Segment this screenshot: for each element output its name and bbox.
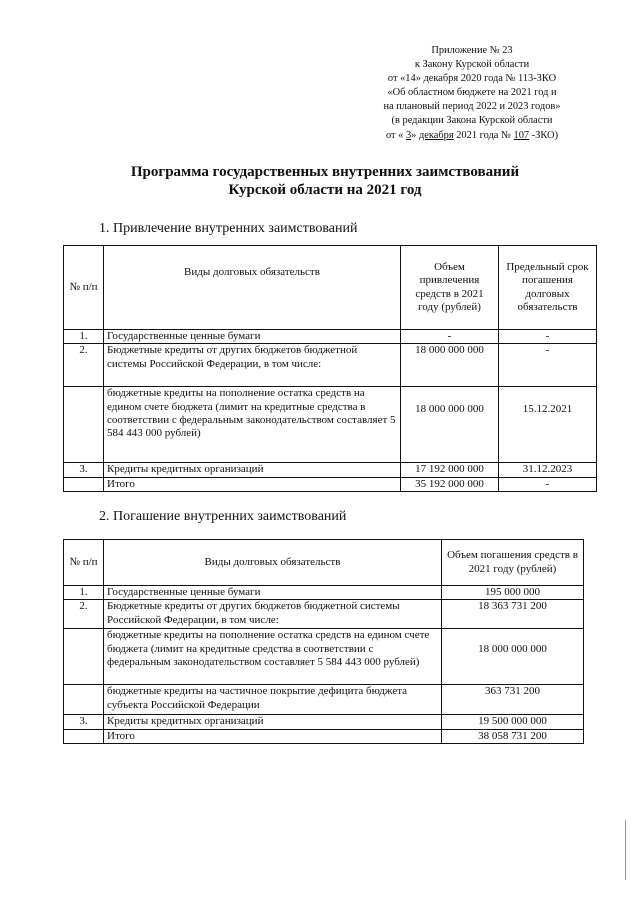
table-row: 1. Государственные ценные бумаги 195 000 000 xyxy=(64,586,584,600)
appendix-line: на плановый период 2022 и 2023 годов» xyxy=(383,101,561,113)
table-row: 2. Бюджетные кредиты от других бюджетов бюджетной системы Российской Федерации, в том числе: 18 000 000 000 - xyxy=(64,344,597,387)
amendment-number: 107 xyxy=(513,129,530,141)
table-row: 2. Бюджетные кредиты от других бюджетов бюджетной системы Российской Федерации, в том числе: 18 363 731 200 xyxy=(64,600,584,629)
appendix-block xyxy=(352,44,592,143)
appendix-line: (в редакции Закона Курской области xyxy=(391,115,553,127)
borrowing-table xyxy=(63,245,597,492)
header-deadline: Предельный срок погашения долговых обязательств xyxy=(499,246,597,330)
scan-edge-mark xyxy=(625,820,626,880)
header-type: Виды долговых обязательств xyxy=(104,540,442,586)
table-row: 1. Государственные ценные бумаги - - xyxy=(64,330,597,344)
table-header-row xyxy=(64,540,584,586)
table-header-row xyxy=(64,246,597,330)
table-row: бюджетные кредиты на пополнение остатка средств на едином счете бюджета (лимит на кредитные средства в соответствии с федеральным законодательством составляет 5 584 443 000 рублей) 18 000 000 000 15.12.2021 xyxy=(64,387,597,463)
repayment-table xyxy=(63,539,584,744)
header-num: № п/п xyxy=(64,540,104,586)
document-title: Программа государственных внутренних заимствований Курской области на 2021 год xyxy=(130,164,520,198)
table-row: 3. Кредиты кредитных организаций 17 192 000 000 31.12.2023 xyxy=(64,463,597,477)
section2-heading: 2. Погашение внутренних заимствований xyxy=(99,509,347,524)
header-volume: Объем погашения средств в 2021 году (рублей) xyxy=(442,540,584,586)
header-type: Виды долговых обязательств xyxy=(104,246,401,330)
appendix-line: Приложение № 23 xyxy=(431,45,513,56)
appendix-line: от «14» декабря 2020 года № 113-ЗКО xyxy=(387,73,557,85)
table-row: бюджетные кредиты на частичное покрытие дефицита бюджета субъекта Российской Федерации 363 731 200 xyxy=(64,685,584,715)
table-row: бюджетные кредиты на пополнение остатка средств на едином счете бюджета (лимит на кредитные средства в соответствии с федеральным законодательством составляет 5 584 443 000 рублей) 18 000 000 000 xyxy=(64,629,584,685)
table-row-total: Итого 35 192 000 000 - xyxy=(64,477,597,491)
header-volume: Объем привлечения средств в 2021 году (рублей) xyxy=(401,246,499,330)
table-row-total: Итого 38 058 731 200 xyxy=(64,729,584,743)
section1-heading: 1. Привлечение внутренних заимствований xyxy=(99,221,358,236)
appendix-line: «Об областном бюджете на 2021 год и xyxy=(387,87,557,99)
amendment-day: 3 xyxy=(405,129,412,141)
header-num: № п/п xyxy=(64,246,104,330)
amendment-month: декабря xyxy=(418,129,454,141)
table-row: 3. Кредиты кредитных организаций 19 500 000 000 xyxy=(64,715,584,729)
appendix-amendment-line: от « 3» декабря 2021 года № 107 -ЗКО) xyxy=(385,129,559,141)
appendix-line: к Закону Курской области xyxy=(414,59,530,71)
